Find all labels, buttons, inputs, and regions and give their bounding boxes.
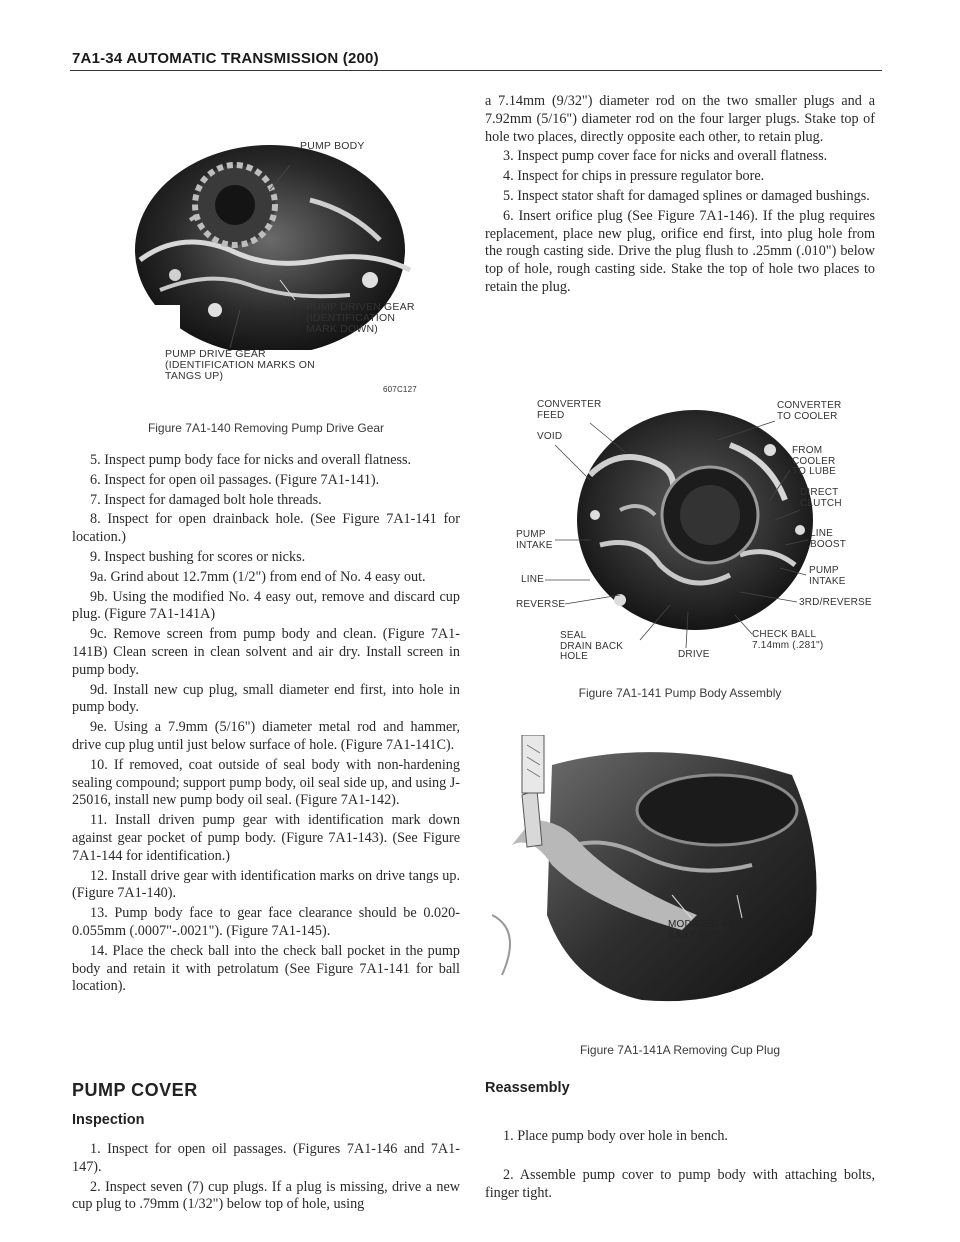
reassembly-text (485, 1128, 875, 1204)
fig141-label-converter-feed: CONVERTER FEED (537, 399, 602, 421)
fig141-label-pump-intake-right: PUMP INTAKE (809, 565, 846, 587)
paragraph: 1. Inspect for open oil passages. (Figures 7A1-146 and 7A1-147). (72, 1141, 460, 1175)
paragraph: 9c. Remove screen from pump body and clean. (Figure 7A1-141B) Clean screen in clean solvent and air dry. Install screen in pump body. (72, 626, 460, 678)
fig140-label-drive-gear: PUMP DRIVE GEAR (IDENTIFICATION MARKS ON TANGS UP) (165, 348, 315, 382)
reassembly-heading: Reassembly (485, 1080, 570, 1096)
paragraph: 11. Install driven pump gear with identification mark down against gear pocket of pump body. (Figure 7A1-143). (See Figure 7A1-144 for identification.) (72, 812, 460, 864)
paragraph: 2. Inspect seven (7) cup plugs. If a plug is missing, drive a new cup plug to .79mm (1/32") below top of hole, using (72, 1178, 460, 1213)
paragraph: a 7.14mm (9/32") diameter rod on the two smaller plugs and a 7.92mm (5/16") diameter rod on the four larger plugs. Stake top of hole two places, directly opposite each other, to retain plug. (485, 93, 875, 145)
paragraph: 8. Inspect for open drainback hole. (See Figure 7A1-141 for location.) (72, 511, 460, 546)
inspection-subheading: Inspection (72, 1112, 145, 1128)
fig140-label-driven-gear: PUMP DRIVEN GEAR (IDENTIFICATION MARK DOWN) (306, 301, 415, 335)
paragraph: 13. Pump body face to gear face clearance should be 0.020-0.055mm (.0007"-.0021"). (Figure 7A1-145). (72, 905, 460, 939)
figure-141-caption: Figure 7A1-141 Pump Body Assembly (578, 686, 782, 700)
paragraph: 4. Inspect for chips in pressure regulator bore. (503, 168, 765, 185)
paragraph: 10. If removed, coat outside of seal body with non-hardening sealing compound; support pump body, oil seal side up, and using J-25016, install new pump body oil seal. (Figure 7A1-142). (72, 756, 461, 809)
paragraph: 14. Place the check ball into the check ball pocket in the pump body and retain it with petrolatum (See Figure 7A1-141 for ball location). (72, 942, 460, 995)
fig141-label-line: LINE (521, 574, 545, 585)
fig140-code: 607C127 (383, 385, 417, 394)
paragraph: 7. Inspect for damaged bolt hole threads. (90, 491, 322, 508)
fig141A-label-easy-out: MODIFIED #4 EASY OUT (668, 919, 733, 941)
paragraph: 5. Inspect pump body face for nicks and overall flatness. (90, 452, 412, 468)
figure-140-caption: Figure 7A1-140 Removing Pump Drive Gear (147, 421, 385, 435)
fig141-label-line-boost: LINE BOOST (810, 528, 847, 550)
fig141-label-from-cooler: FROM COOLER TO LUBE (792, 445, 837, 477)
pump-cover-heading: PUMP COVER (72, 1080, 198, 1100)
fig141-label-reverse: REVERSE (516, 599, 566, 610)
paragraph: 9e. Using a 7.9mm (5/16") diameter metal rod and hammer, drive cup plug until just below surface of hole. (Figure 7A1-141C). (72, 719, 460, 753)
page-header-title: 7A1-34 AUTOMATIC TRANSMISSION (200) (72, 50, 379, 67)
paragraph: 9. Inspect bushing for scores or nicks. (90, 548, 306, 565)
fig141-label-pump-intake-left: PUMP INTAKE (516, 529, 553, 551)
paragraph: 2. Assemble pump cover to pump body with attaching bolts, finger tight. (485, 1166, 875, 1201)
fig141-label-seal-drain: SEAL DRAIN BACK HOLE (560, 630, 624, 662)
paragraph: 3. Inspect pump cover face for nicks and overall flatness. (503, 148, 828, 165)
fig141-label-check-ball: CHECK BALL 7.14mm (.281") (752, 629, 824, 651)
paragraph: 1. Place pump body over hole in bench. (503, 1128, 728, 1144)
paragraph: 9b. Using the modified No. 4 easy out, remove and discard cup plug. (Figure 7A1-141A) (72, 588, 460, 623)
figure-141A-photo (492, 735, 827, 1020)
paragraph: 6. Insert orifice plug (See Figure 7A1-146). If the plug requires replacement, place new plug, orifice end first, into plug hole from the rough casting side. Drive the plug flush to .25mm (.010") below top of hole, rough casting side. Stake the top of hole two places to retain the plug. (485, 207, 875, 295)
paragraph: 9d. Install new cup plug, small diameter end first, into hole in pump body. (72, 681, 460, 716)
fig141-label-converter-to-cooler: CONVERTER TO COOLER (777, 400, 842, 422)
fig141-label-direct-clutch: DIRECT CLUTCH (800, 487, 842, 509)
fig141A-label-cup-plug: CUP PLUG (731, 919, 760, 941)
fig141-label-third-reverse: 3RD/REVERSE (799, 597, 872, 608)
paragraph: 9a. Grind about 12.7mm (1/2") from end of No. 4 easy out. (90, 568, 426, 585)
figure-141A-caption: Figure 7A1-141A Removing Cup Plug (579, 1043, 781, 1057)
fig141-label-drive: DRIVE (678, 649, 710, 660)
paragraph: 6. Inspect for open oil passages. (Figure 7A1-141). (90, 471, 380, 488)
fig141-label-void: VOID (537, 431, 563, 442)
paragraph: 5. Inspect stator shaft for damaged splines or damaged bushings. (503, 187, 870, 204)
paragraph: 12. Install drive gear with identification marks on drive tangs up. (Figure 7A1-140). (72, 867, 460, 902)
fig140-label-pump-body: PUMP BODY (300, 140, 365, 152)
